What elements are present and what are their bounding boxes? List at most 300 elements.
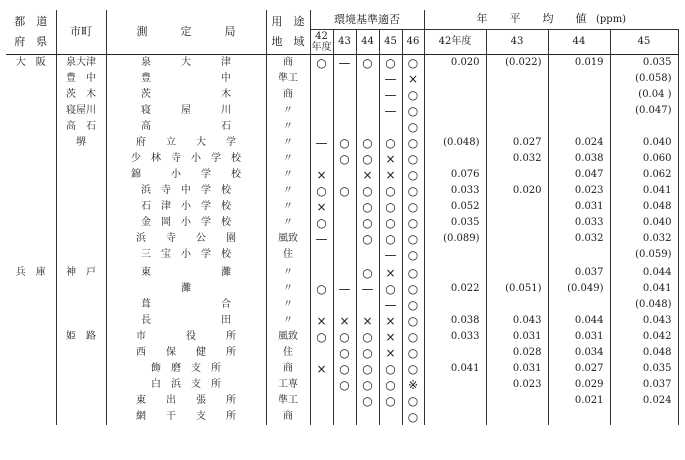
compliance-mark (356, 103, 379, 119)
annual-value: 0.042 (610, 329, 678, 345)
annual-value: 0.027 (548, 361, 610, 377)
compliance-mark: ○ (402, 393, 424, 409)
annual-value (486, 231, 548, 247)
compliance-mark: — (333, 281, 356, 297)
compliance-year-45: 45 (379, 30, 402, 55)
prefecture-cell (6, 215, 56, 231)
station-cell: 東 灘 (106, 263, 266, 281)
compliance-mark: ○ (333, 361, 356, 377)
usage-cell: 〃 (266, 297, 310, 313)
annual-value (548, 409, 610, 425)
compliance-mark: ○ (402, 183, 424, 199)
usage-cell: 風致 (266, 231, 310, 247)
compliance-mark (333, 409, 356, 425)
compliance-mark: × (379, 313, 402, 329)
compliance-mark: — (356, 281, 379, 297)
annual-value (424, 119, 486, 135)
compliance-mark (356, 87, 379, 103)
table-row (6, 167, 678, 183)
compliance-mark: ○ (356, 183, 379, 199)
compliance-mark: ○ (379, 231, 402, 247)
table-row (6, 135, 678, 151)
table-row (6, 199, 678, 215)
station-cell: 石 津 小 学 校 (106, 199, 266, 215)
compliance-mark (333, 393, 356, 409)
compliance-mark: × (379, 167, 402, 183)
compliance-mark: ○ (310, 183, 333, 199)
annual-average-unit: (ppm) (596, 14, 627, 25)
compliance-mark: ○ (402, 87, 424, 103)
annual-value (548, 103, 610, 119)
usage-cell: 準工 (266, 393, 310, 409)
compliance-mark (333, 199, 356, 215)
station-cell: 葺 合 (106, 297, 266, 313)
table-row (6, 297, 678, 313)
station-cell: 浜 寺 中 学 校 (106, 183, 266, 199)
usage-cell: 準工 (266, 71, 310, 87)
compliance-mark: ○ (356, 151, 379, 167)
compliance-mark (356, 409, 379, 425)
compliance-mark: × (379, 345, 402, 361)
annual-value (424, 71, 486, 87)
compliance-mark: — (379, 247, 402, 263)
annual-value: (0.047) (610, 103, 678, 119)
compliance-mark: — (379, 297, 402, 313)
compliance-mark: ○ (356, 55, 379, 72)
compliance-mark: ○ (356, 377, 379, 393)
table-row (6, 183, 678, 199)
compliance-mark (356, 71, 379, 87)
compliance-mark (333, 297, 356, 313)
annual-value: 0.062 (610, 167, 678, 183)
compliance-mark: ○ (402, 361, 424, 377)
city-cell (56, 345, 106, 361)
annual-value: 0.024 (548, 135, 610, 151)
table-row (6, 263, 678, 281)
annual-value (486, 247, 548, 263)
city-cell: 寝屋川 (56, 103, 106, 119)
annual-value: 0.023 (486, 377, 548, 393)
annual-value: 0.041 (610, 183, 678, 199)
table-body (6, 55, 678, 426)
annual-value (610, 409, 678, 425)
table-row (6, 361, 678, 377)
annual-value: 0.027 (486, 135, 548, 151)
compliance-mark (333, 103, 356, 119)
prefecture-cell (6, 329, 56, 345)
annual-value: 0.032 (486, 151, 548, 167)
city-cell (56, 393, 106, 409)
usage-cell: 〃 (266, 215, 310, 231)
compliance-mark: ○ (402, 409, 424, 425)
annual-value (486, 297, 548, 313)
prefecture-cell (6, 281, 56, 297)
compliance-mark: ○ (379, 135, 402, 151)
compliance-mark: ○ (356, 215, 379, 231)
annual-value (486, 71, 548, 87)
compliance-mark: ○ (310, 55, 333, 72)
table-row (6, 215, 678, 231)
annual-value: 0.034 (548, 345, 610, 361)
annual-value: 0.028 (486, 345, 548, 361)
table-row (6, 55, 678, 72)
city-cell (56, 151, 106, 167)
table-row (6, 247, 678, 263)
compliance-mark: ○ (333, 345, 356, 361)
annual-value (486, 119, 548, 135)
city-cell (56, 281, 106, 297)
usage-cell: 〃 (266, 183, 310, 199)
annual-value: 0.040 (610, 135, 678, 151)
station-cell: 浜 寺 公 園 (106, 231, 266, 247)
compliance-mark: ○ (402, 247, 424, 263)
compliance-mark: × (310, 199, 333, 215)
compliance-mark: ○ (333, 377, 356, 393)
compliance-year-46: 46 (402, 30, 424, 55)
table-row (6, 231, 678, 247)
compliance-mark (333, 119, 356, 135)
compliance-mark (310, 87, 333, 103)
compliance-mark: × (310, 361, 333, 377)
table-row (6, 329, 678, 345)
station-cell: 東 出 張 所 (106, 393, 266, 409)
annual-value (424, 151, 486, 167)
compliance-mark (333, 231, 356, 247)
compliance-mark (333, 87, 356, 103)
annual-value: (0.059) (610, 247, 678, 263)
annual-value: 0.032 (548, 231, 610, 247)
compliance-mark: ○ (356, 393, 379, 409)
annual-value (610, 119, 678, 135)
annual-value: 0.033 (424, 329, 486, 345)
city-cell (56, 199, 106, 215)
station-cell: 少 林 寺 小 学 校 (106, 151, 266, 167)
compliance-mark (310, 247, 333, 263)
compliance-mark: ○ (402, 263, 424, 281)
compliance-mark (356, 247, 379, 263)
city-cell: 神 戸 (56, 263, 106, 281)
compliance-mark: ○ (333, 151, 356, 167)
annual-value (486, 167, 548, 183)
prefecture-cell (6, 103, 56, 119)
compliance-mark: ○ (356, 345, 379, 361)
prefecture-cell (6, 377, 56, 393)
station-cell: 白 浜 支 所 (106, 377, 266, 393)
usage-cell: 商 (266, 55, 310, 72)
annual-value (486, 87, 548, 103)
annual-year-45: 45 (610, 30, 678, 55)
compliance-mark: ○ (402, 167, 424, 183)
annual-value (548, 297, 610, 313)
annual-year-42: 42年度 (424, 30, 486, 55)
compliance-mark: ○ (379, 377, 402, 393)
annual-value (486, 215, 548, 231)
station-cell: 寝 屋 川 (106, 103, 266, 119)
annual-value: (0.049) (548, 281, 610, 297)
annual-value: 0.022 (424, 281, 486, 297)
annual-value: 0.044 (548, 313, 610, 329)
compliance-mark (333, 215, 356, 231)
compliance-mark: ○ (402, 55, 424, 72)
annual-value: 0.035 (610, 361, 678, 377)
compliance-mark (310, 119, 333, 135)
annual-year-44: 44 (548, 30, 610, 55)
compliance-year-43: 43 (333, 30, 356, 55)
annual-value (424, 377, 486, 393)
usage-cell: 〃 (266, 151, 310, 167)
station-cell: 長 田 (106, 313, 266, 329)
city-cell (56, 167, 106, 183)
compliance-mark: × (333, 313, 356, 329)
compliance-mark (310, 71, 333, 87)
annual-value: 0.031 (486, 361, 548, 377)
compliance-mark: ○ (402, 199, 424, 215)
compliance-mark (310, 393, 333, 409)
annual-value (424, 393, 486, 409)
city-cell (56, 313, 106, 329)
compliance-mark (310, 345, 333, 361)
annual-value (486, 409, 548, 425)
annual-value (486, 199, 548, 215)
compliance-mark: × (310, 167, 333, 183)
compliance-mark (356, 297, 379, 313)
usage-cell: 風致 (266, 329, 310, 345)
compliance-mark: ○ (379, 281, 402, 297)
annual-value: 0.032 (610, 231, 678, 247)
usage-cell: 〃 (266, 119, 310, 135)
station-cell: 金 岡 小 学 校 (106, 215, 266, 231)
city-cell (56, 361, 106, 377)
prefecture-cell: 兵 庫 (6, 263, 56, 281)
station-cell: 泉 大 津 (106, 55, 266, 72)
city-cell: 堺 (56, 135, 106, 151)
prefecture-cell (6, 199, 56, 215)
annual-value: 0.052 (424, 199, 486, 215)
compliance-mark: — (379, 71, 402, 87)
compliance-header: 環境基準適否 (310, 10, 424, 30)
usage-cell: 商 (266, 87, 310, 103)
compliance-mark: — (379, 103, 402, 119)
prefecture-cell (6, 119, 56, 135)
city-header: 市町 (56, 10, 106, 55)
compliance-mark: ○ (356, 329, 379, 345)
annual-value: 0.020 (486, 183, 548, 199)
compliance-mark: ○ (379, 393, 402, 409)
usage-cell: 住 (266, 247, 310, 263)
city-cell (56, 183, 106, 199)
annual-value: 0.038 (424, 313, 486, 329)
annual-value: 0.031 (548, 329, 610, 345)
compliance-mark (333, 247, 356, 263)
prefecture-cell (6, 345, 56, 361)
prefecture-cell (6, 183, 56, 199)
usage-cell: 住 (266, 345, 310, 361)
annual-value: 0.035 (424, 215, 486, 231)
annual-value: 0.041 (610, 281, 678, 297)
prefecture-cell (6, 135, 56, 151)
compliance-mark: — (379, 87, 402, 103)
annual-value: 0.033 (548, 215, 610, 231)
compliance-mark: ※ (402, 377, 424, 393)
annual-value: 0.043 (486, 313, 548, 329)
compliance-mark: ○ (402, 345, 424, 361)
usage-cell: 工専 (266, 377, 310, 393)
compliance-mark: ○ (402, 215, 424, 231)
table-row (6, 103, 678, 119)
compliance-mark: ○ (310, 281, 333, 297)
compliance-mark (356, 119, 379, 135)
annual-average-header (424, 10, 678, 30)
annual-value (424, 263, 486, 281)
compliance-mark: ○ (333, 183, 356, 199)
compliance-year-42: 42年度 (311, 31, 332, 53)
compliance-year-44: 44 (356, 30, 379, 55)
annual-value: 0.041 (424, 361, 486, 377)
station-header: 測 定 局 (106, 10, 266, 55)
compliance-mark: ○ (379, 183, 402, 199)
city-cell: 泉大津 (56, 55, 106, 72)
compliance-mark: ○ (402, 135, 424, 151)
annual-value: 0.033 (424, 183, 486, 199)
table-row (6, 313, 678, 329)
annual-value: 0.043 (610, 313, 678, 329)
annual-value: 0.037 (610, 377, 678, 393)
usage-cell: 〃 (266, 263, 310, 281)
compliance-mark (310, 297, 333, 313)
compliance-mark: ○ (379, 55, 402, 72)
annual-value: 0.076 (424, 167, 486, 183)
annual-value (424, 409, 486, 425)
compliance-mark: ○ (356, 231, 379, 247)
prefecture-header: 都 道 府 県 (6, 10, 56, 55)
usage-cell: 商 (266, 361, 310, 377)
annual-value (486, 393, 548, 409)
annual-value: 0.019 (548, 55, 610, 72)
annual-value: (0.089) (424, 231, 486, 247)
table-row (6, 377, 678, 393)
annual-value: 0.037 (548, 263, 610, 281)
compliance-mark: ○ (356, 361, 379, 377)
annual-value: (0.022) (486, 55, 548, 72)
compliance-mark: ○ (310, 329, 333, 345)
annual-value (486, 263, 548, 281)
annual-value (424, 345, 486, 361)
compliance-mark (333, 263, 356, 281)
annual-value: 0.048 (610, 345, 678, 361)
prefecture-cell (6, 361, 56, 377)
compliance-mark: × (310, 313, 333, 329)
compliance-mark (310, 103, 333, 119)
prefecture-cell (6, 231, 56, 247)
prefecture-cell (6, 393, 56, 409)
annual-value: 0.038 (548, 151, 610, 167)
compliance-mark (333, 71, 356, 87)
usage-cell: 〃 (266, 103, 310, 119)
city-cell (56, 377, 106, 393)
annual-value: 0.047 (548, 167, 610, 183)
annual-value: 0.024 (610, 393, 678, 409)
prefecture-cell (6, 71, 56, 87)
compliance-mark: ○ (356, 135, 379, 151)
usage-cell: 商 (266, 409, 310, 425)
annual-year-43: 43 (486, 30, 548, 55)
usage-cell: 〃 (266, 313, 310, 329)
usage-cell: 〃 (266, 167, 310, 183)
annual-value: (0.051) (486, 281, 548, 297)
compliance-mark: ○ (379, 199, 402, 215)
station-cell: 飾 磨 支 所 (106, 361, 266, 377)
table-row (6, 409, 678, 425)
compliance-mark: × (356, 313, 379, 329)
station-cell: 西 保 健 所 (106, 345, 266, 361)
prefecture-cell (6, 247, 56, 263)
city-cell (56, 297, 106, 313)
air-quality-table (6, 10, 678, 425)
usage-cell: 〃 (266, 281, 310, 297)
prefecture-cell (6, 297, 56, 313)
prefecture-cell: 大 阪 (6, 55, 56, 72)
city-cell (56, 231, 106, 247)
compliance-mark: ○ (402, 231, 424, 247)
compliance-mark: × (356, 167, 379, 183)
prefecture-cell (6, 409, 56, 425)
annual-value: 0.035 (610, 55, 678, 72)
table-row (6, 71, 678, 87)
compliance-mark (379, 409, 402, 425)
prefecture-cell (6, 167, 56, 183)
prefecture-cell (6, 87, 56, 103)
usage-cell: 〃 (266, 199, 310, 215)
annual-value (424, 103, 486, 119)
compliance-mark: ○ (356, 199, 379, 215)
table-row (6, 281, 678, 297)
compliance-mark: ○ (310, 215, 333, 231)
compliance-mark: ○ (402, 281, 424, 297)
annual-value: 0.029 (548, 377, 610, 393)
annual-value (424, 247, 486, 263)
annual-value: (0.048) (424, 135, 486, 151)
table-row (6, 393, 678, 409)
annual-value (424, 297, 486, 313)
table-row (6, 87, 678, 103)
usage-header: 用 途 地 域 (266, 10, 310, 55)
annual-value (548, 87, 610, 103)
compliance-mark: ○ (379, 215, 402, 231)
station-cell: 網 干 支 所 (106, 409, 266, 425)
compliance-mark (310, 263, 333, 281)
station-cell: 灘 (106, 281, 266, 297)
station-cell: 府 立 大 学 (106, 135, 266, 151)
compliance-mark (379, 119, 402, 135)
prefecture-cell (6, 151, 56, 167)
city-cell (56, 409, 106, 425)
compliance-mark: — (310, 231, 333, 247)
compliance-mark (310, 377, 333, 393)
annual-value (548, 71, 610, 87)
annual-value: (0.048) (610, 297, 678, 313)
station-cell: 三 宝 小 学 校 (106, 247, 266, 263)
station-cell: 市 役 所 (106, 329, 266, 345)
station-cell: 茨 木 (106, 87, 266, 103)
annual-value: 0.040 (610, 215, 678, 231)
annual-value: 0.060 (610, 151, 678, 167)
annual-value: 0.048 (610, 199, 678, 215)
station-cell: 豊 中 (106, 71, 266, 87)
compliance-mark: ○ (333, 135, 356, 151)
city-cell: 豊 中 (56, 71, 106, 87)
table-row (6, 119, 678, 135)
compliance-mark: ○ (402, 103, 424, 119)
